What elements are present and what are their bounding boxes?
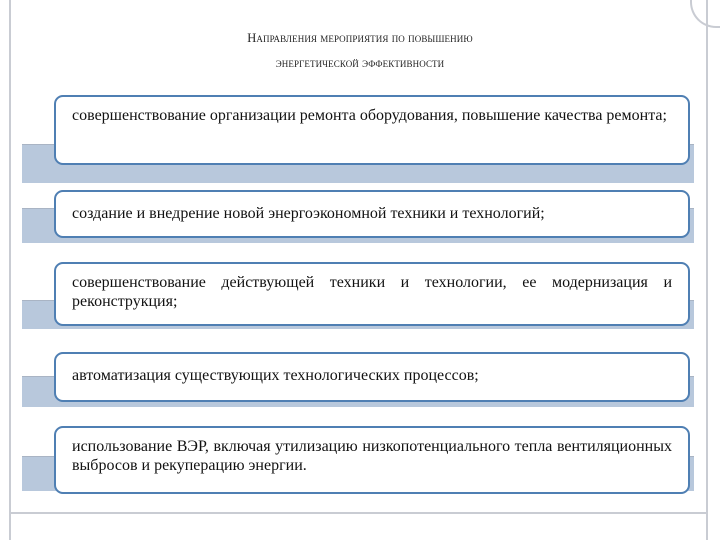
list-item-4	[54, 352, 690, 402]
slide-title	[120, 26, 600, 76]
title-line-1: Направления мероприятия по повышению	[247, 31, 473, 45]
list-item-3	[54, 262, 690, 326]
slide-corner-decoration	[690, 0, 720, 28]
list-item-4-text: автоматизация существующих технологических процессов;	[72, 367, 479, 384]
list-item-1-text: совершенствование организации ремонта оборудования, повышение качества ремонта;	[72, 107, 667, 124]
slide-frame-left	[9, 0, 11, 540]
list-item-1	[54, 95, 690, 165]
list-item-5	[54, 426, 690, 494]
list-item-2-text: создание и внедрение новой энергоэкономной техники и технологий;	[72, 205, 545, 222]
list-item-2	[54, 190, 690, 238]
slide-frame-right	[706, 0, 708, 540]
list-item-3-text: совершенствование действующей техники и технологии, ее модернизация и реконструкция;	[72, 274, 672, 310]
list-item-5-text: использование ВЭР, включая утилизацию низкопотенциального тепла вентиляционных выбросов и рекуперацию энергии.	[72, 438, 672, 474]
title-line-2: энергетической эффективности	[275, 56, 445, 70]
slide-frame-bottom	[9, 512, 708, 514]
